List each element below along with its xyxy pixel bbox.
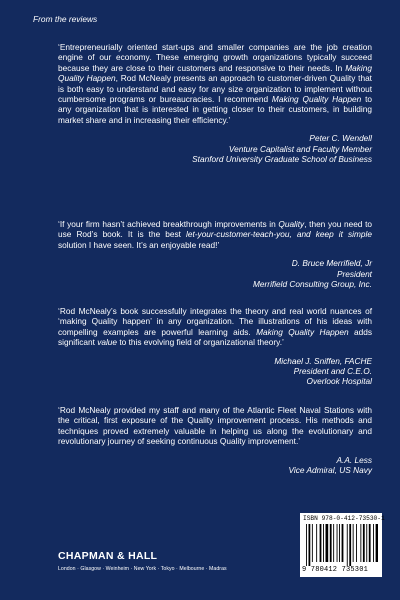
review-quote: ‘Entrepreneurially oriented start-ups and smaller companies are the job creation engine of our economy. These emerging growth organizations typically succeed because they are close to their customers and responsive to their needs. In Making Quality Happen, Rod McNealy presents an approach to customer-driven Quality that is both easy to understand and easy for any size organization to implement without cumbersome programs or bureaucracies. I recommend Making Quality Happen to any organization that is interested in getting closer to their customers, in building market share and in increasing their efficiency.’ — [58, 42, 372, 125]
review-1 — [58, 42, 372, 164]
review-quote: ‘Rod McNealy provided my staff and many of the Atlantic Fleet Naval Stations with the critical, first exposure of the Quality improvement process. His methods and techniques proved extremely valuable in helping us along the evolutionary and revolutionary journey of seeking continuous Quality improvement.’ — [58, 405, 372, 447]
reviewer-title: Vice Admiral, US Navy — [288, 465, 372, 476]
review-2 — [58, 219, 372, 289]
review-attribution — [58, 455, 372, 476]
reviewer-name: Peter C. Wendell — [309, 133, 372, 144]
review-quote: ‘Rod McNealy’s book successfully integrates the theory and real world nuances of ‘making Quality happen’ in any organization. The illustrations of his ideas with compelling examples are powerful learning aids. Making Quality Happen adds significant value to this evolving field of organizational theory.’ — [58, 306, 373, 348]
review-attribution — [58, 356, 372, 387]
review-3 — [58, 306, 372, 387]
reviews-heading: From the reviews — [33, 14, 98, 24]
barcode-icon — [304, 524, 378, 566]
barcode-digits: 9 780412 735301 — [302, 566, 369, 574]
reviewer-name: A.A. Less — [336, 454, 372, 465]
isbn-text: ISBN 978-0-412-73530-1 — [303, 515, 385, 522]
publisher-name: CHAPMAN & HALL — [58, 550, 158, 562]
reviewer-organization: Overlook Hospital — [306, 376, 372, 387]
review-attribution — [58, 133, 372, 164]
reviewer-name: Michael J. Sniffen, FACHE — [274, 355, 372, 366]
reviewer-title: President and C.E.O. — [293, 366, 372, 377]
reviewer-title: Venture Capitalist and Faculty Member — [228, 143, 372, 154]
reviewer-organization: Stanford University Graduate School of Business — [192, 154, 372, 165]
reviewer-title: President — [336, 268, 372, 279]
review-quote: ‘If your firm hasn’t achieved breakthrough improvements in Quality, then you need to use Rod’s book. It is the best let-your-customer-teach-you, and keep it simple solution I have seen. It’s an enjoyable read!’ — [58, 219, 372, 250]
reviewer-name: D. Bruce Merrifield, Jr — [291, 258, 372, 269]
review-4 — [58, 405, 372, 475]
publisher-cities: London · Glasgow · Weinheim · New York · Tokyo · Melbourne · Madras — [58, 566, 227, 572]
reviewer-organization: Merrifield Consulting Group, Inc. — [253, 279, 372, 290]
barcode-panel — [300, 513, 385, 577]
review-attribution — [58, 258, 372, 289]
